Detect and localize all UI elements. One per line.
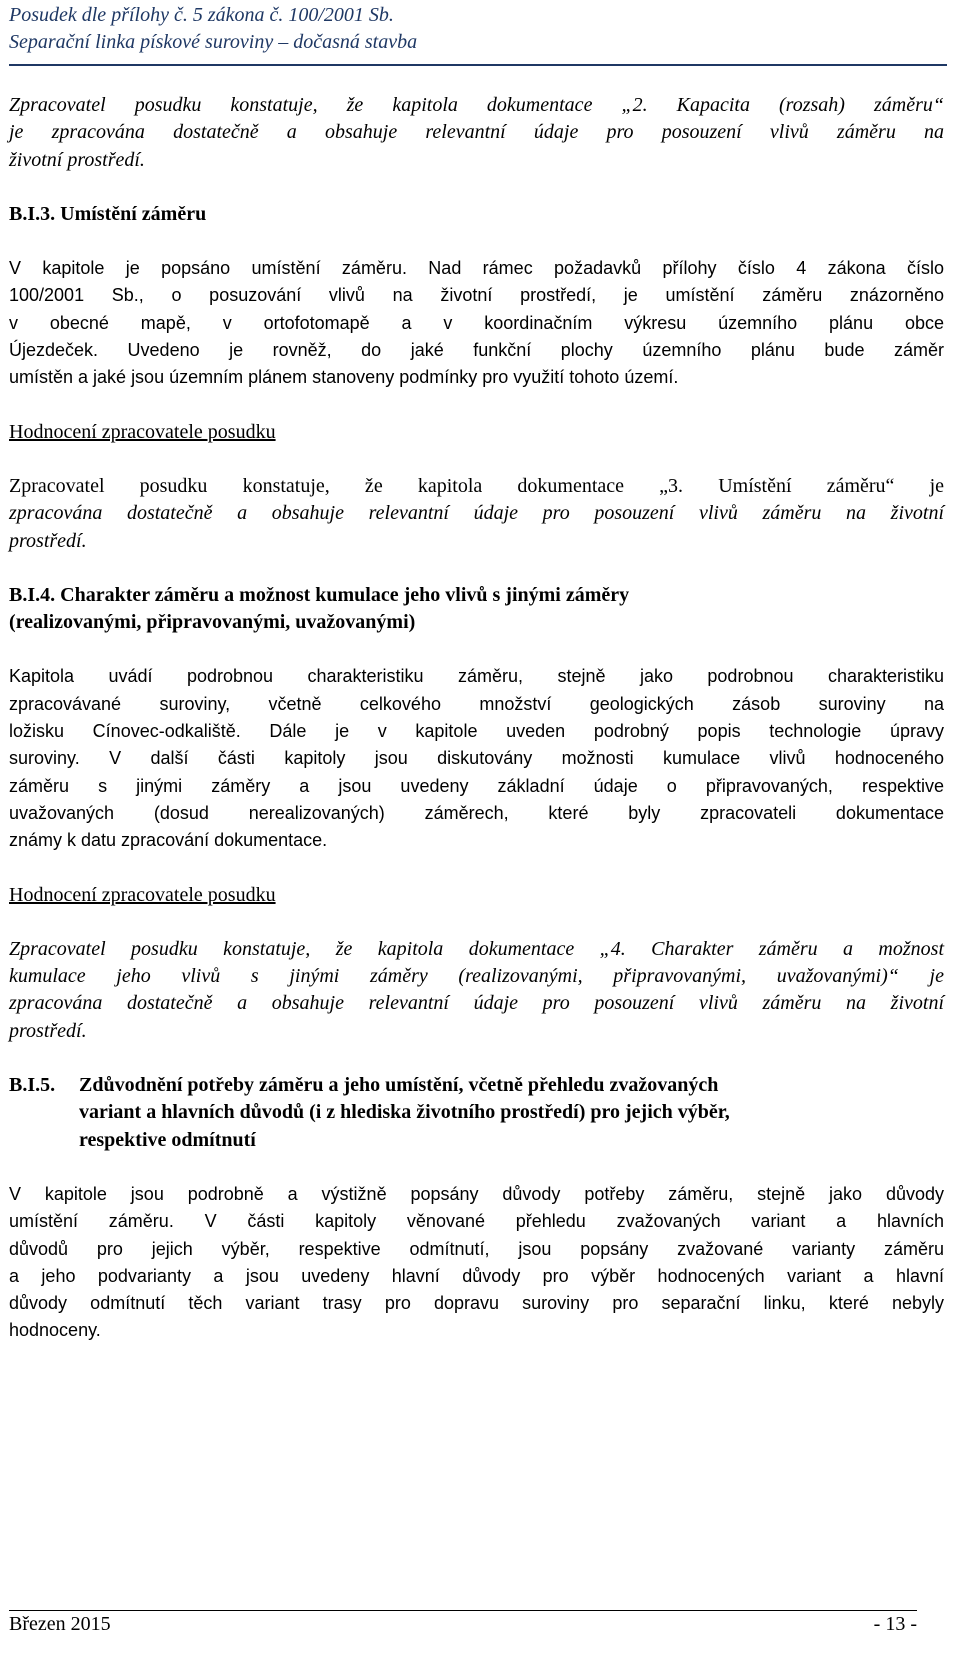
text-line: důvody odmítnutí těch variant trasy pro dopravu suroviny pro separační linku, které nebyly: [9, 1293, 944, 1314]
footer-date: Březen 2015: [9, 1613, 111, 1635]
text-line: Zpracovatel posudku konstatuje, že kapitola dokumentace „2. Kapacita (rozsah) záměru“: [9, 94, 944, 116]
section-number: B.I.5.: [9, 1074, 56, 1097]
text-line: V kapitole jsou podrobně a výstižně popsány důvody potřeby záměru, stejně jako důvody: [9, 1183, 944, 1204]
text-line: suroviny. V další části kapitoly jsou diskutovány možnosti kumulace vlivů hodnoceného: [9, 748, 944, 769]
text-line: důvodů pro jejich výběr, respektive odmítnutí, jsou popsány zvažované varianty záměru: [9, 1238, 944, 1259]
text-line: Zpracovatel posudku konstatuje, že kapitola dokumentace „4. Charakter záměru a možnost: [9, 937, 944, 960]
text-line: v obecné mapě, v ortofotomapě a v koordinačním výkresu územního plánu obce: [9, 312, 944, 333]
text-line: variant a hlavních důvodů (i z hlediska životního prostředí) pro jejich výběr,: [79, 1101, 730, 1124]
section-heading-b-i-5: [9, 1072, 944, 1154]
section-heading-b-i-4: [9, 582, 944, 637]
text-line: umístěn a jaké jsou územním plánem stanoveny podmínky pro využití tohoto území.: [9, 367, 679, 388]
paragraph-character: [9, 663, 944, 854]
paragraph-justification: [9, 1181, 944, 1345]
text-line: a jeho podvarianty a jsou uvedeny hlavní důvody pro výběr hodnocených variant a hlavní: [9, 1265, 944, 1286]
text-line: záměru s jinými záměry a jsou uvedeny základní údaje o připravovaných, respektive: [9, 775, 944, 796]
text-line: ložisku Cínovec-odkaliště. Dále je v kapitole uveden podrobný popis technologie úpravy: [9, 721, 944, 742]
text-line: Újezdeček. Uvedeno je rovněž, do jaké funkční plochy územního plánu bude záměr: [9, 340, 944, 361]
header-project-title: Separační linka pískové suroviny – dočasná stavba: [9, 31, 418, 53]
text-line: zpracovávané suroviny, včetně celkového množství geologických zásob suroviny na: [9, 693, 944, 714]
page-header: [9, 2, 949, 56]
section-heading-b-i-3: B.I.3. Umístění záměru: [9, 202, 207, 225]
text-line: životní prostředí.: [9, 148, 145, 171]
conclusion-chapter-2: [9, 92, 944, 174]
text-line: prostředí.: [9, 529, 87, 552]
text-line: kumulace jeho vlivů s jinými záměry (realizovanými, připravovanými, uvažovanými)“ je: [9, 965, 944, 988]
text-line: 100/2001 Sb., o posuzování vlivů na životní prostředí, je umístění záměru znázorněno: [9, 285, 944, 306]
text-line: Zpracovatel posudku konstatuje, že kapitola dokumentace „3. Umístění záměru“ je: [9, 474, 944, 497]
text-line: zpracována dostatečně a obsahuje relevantní údaje pro posouzení vlivů záměru na životní: [9, 502, 944, 525]
footer-divider: [9, 1610, 917, 1611]
text-line: uvažovaných (dosud nerealizovaných) záměrech, které byly zpracovateli dokumentace: [9, 802, 944, 823]
text-line: Zdůvodnění potřeby záměru a jeho umístění, včetně přehledu zvažovaných: [79, 1074, 719, 1097]
evaluation-heading: Hodnocení zpracovatele posudku: [9, 883, 276, 906]
text-line: je zpracována dostatečně a obsahuje relevantní údaje pro posouzení vlivů záměru na: [9, 121, 944, 144]
section-title: [79, 1072, 944, 1154]
text-line: Kapitola uvádí podrobnou charakteristiku záměru, stejně jako podrobnou charakteristiku: [9, 666, 944, 687]
header-document-title: Posudek dle přílohy č. 5 zákona č. 100/2001 Sb.: [9, 4, 394, 26]
text-line: respektive odmítnutí: [79, 1128, 256, 1151]
text-line: známy k datu zpracování dokumentace.: [9, 830, 328, 851]
text-line: umístění záměru. V části kapitoly věnované přehledu zvažovaných variant a hlavních: [9, 1211, 944, 1232]
text-line: B.I.4. Charakter záměru a možnost kumulace jeho vlivů s jinými záměry: [9, 583, 630, 606]
conclusion-chapter-4: [9, 936, 944, 1045]
text-line: (realizovanými, připravovanými, uvažovanými): [9, 611, 416, 634]
page-number: - 13 -: [873, 1613, 917, 1635]
text-line: prostředí.: [9, 1019, 87, 1042]
text-line: V kapitole je popsáno umístění záměru. Nad rámec požadavků přílohy číslo 4 zákona číslo: [9, 258, 944, 279]
document-body: [9, 92, 944, 1345]
header-divider: [9, 64, 947, 66]
conclusion-chapter-3: [9, 473, 944, 555]
paragraph-location: [9, 255, 944, 391]
page-footer: [9, 1613, 917, 1636]
text-line: zpracována dostatečně a obsahuje relevantní údaje pro posouzení vlivů záměru na životní: [9, 992, 944, 1015]
evaluation-heading: Hodnocení zpracovatele posudku: [9, 420, 276, 443]
text-line: hodnoceny.: [9, 1320, 101, 1341]
